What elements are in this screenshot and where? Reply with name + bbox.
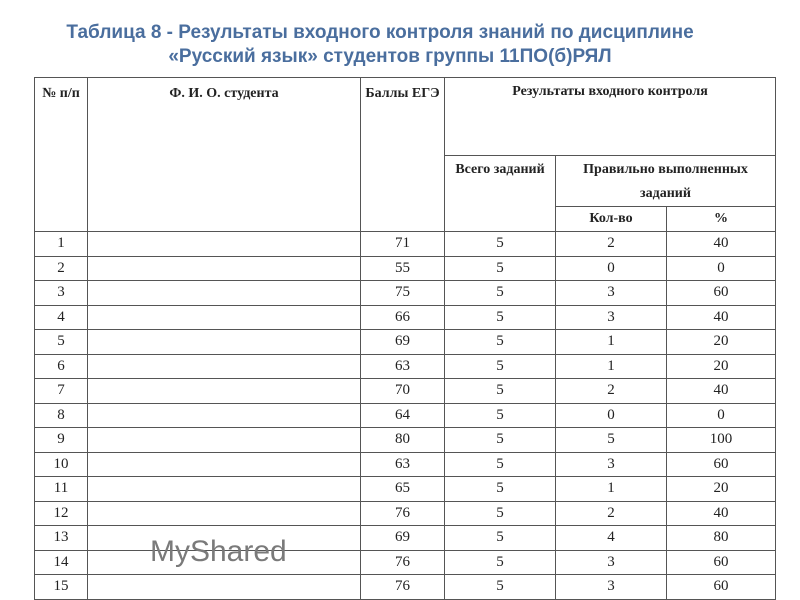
row-ege: 76: [361, 501, 445, 526]
table-row: [35, 281, 776, 306]
row-ege: 66: [361, 305, 445, 330]
row-num: 15: [35, 575, 88, 600]
row-num: 13: [35, 526, 88, 551]
row-count: 1: [556, 477, 667, 502]
row-ege: 70: [361, 379, 445, 404]
table-row: [35, 575, 776, 600]
row-count: 0: [556, 256, 667, 281]
row-total: 5: [445, 330, 556, 355]
row-ege: 63: [361, 452, 445, 477]
table-row: [35, 305, 776, 330]
header-name: Ф. И. О. студента: [88, 78, 361, 232]
row-ege: 76: [361, 575, 445, 600]
row-count: 2: [556, 232, 667, 257]
row-num: 9: [35, 428, 88, 453]
table-row: [35, 330, 776, 355]
row-percent: 20: [667, 330, 776, 355]
row-percent: 60: [667, 575, 776, 600]
header-percent: %: [667, 207, 776, 232]
row-percent: 40: [667, 379, 776, 404]
row-ege: 55: [361, 256, 445, 281]
table-row: [35, 526, 776, 551]
row-num: 3: [35, 281, 88, 306]
table-row: [35, 452, 776, 477]
row-count: 0: [556, 403, 667, 428]
row-total: 5: [445, 550, 556, 575]
row-total: 5: [445, 526, 556, 551]
row-total: 5: [445, 379, 556, 404]
row-name: [88, 403, 361, 428]
row-count: 3: [556, 452, 667, 477]
row-percent: 80: [667, 526, 776, 551]
row-total: 5: [445, 305, 556, 330]
row-num: 1: [35, 232, 88, 257]
row-ege: 76: [361, 550, 445, 575]
header-total: Всего заданий: [445, 156, 556, 232]
table-row: [35, 232, 776, 257]
row-name: [88, 281, 361, 306]
row-total: 5: [445, 452, 556, 477]
table-row: [35, 477, 776, 502]
row-name: [88, 354, 361, 379]
row-ege: 63: [361, 354, 445, 379]
row-num: 7: [35, 379, 88, 404]
row-name: [88, 575, 361, 600]
row-ege: 69: [361, 526, 445, 551]
watermark-logo: MyShared: [150, 535, 287, 568]
row-name: [88, 305, 361, 330]
row-total: 5: [445, 354, 556, 379]
row-num: 12: [35, 501, 88, 526]
row-percent: 60: [667, 550, 776, 575]
row-ege: 71: [361, 232, 445, 257]
row-ege: 65: [361, 477, 445, 502]
row-count: 1: [556, 330, 667, 355]
row-total: 5: [445, 403, 556, 428]
row-total: 5: [445, 256, 556, 281]
row-name: [88, 256, 361, 281]
row-count: 3: [556, 550, 667, 575]
row-count: 4: [556, 526, 667, 551]
header-ege: Баллы ЕГЭ: [361, 78, 445, 232]
row-num: 11: [35, 477, 88, 502]
table-row: [35, 501, 776, 526]
row-name: [88, 379, 361, 404]
row-count: 3: [556, 305, 667, 330]
row-name: [88, 477, 361, 502]
row-percent: 60: [667, 281, 776, 306]
row-name: [88, 428, 361, 453]
row-num: 14: [35, 550, 88, 575]
row-num: 6: [35, 354, 88, 379]
row-ege: 69: [361, 330, 445, 355]
row-percent: 40: [667, 232, 776, 257]
row-total: 5: [445, 428, 556, 453]
row-percent: 20: [667, 354, 776, 379]
table-row: [35, 428, 776, 453]
row-percent: 40: [667, 501, 776, 526]
header-num: № п/п: [35, 78, 88, 232]
row-num: 5: [35, 330, 88, 355]
header-correct: Правильно выполненных заданий: [556, 156, 776, 207]
table-row: [35, 379, 776, 404]
row-total: 5: [445, 281, 556, 306]
row-total: 5: [445, 501, 556, 526]
row-count: 2: [556, 501, 667, 526]
row-count: 3: [556, 575, 667, 600]
row-num: 4: [35, 305, 88, 330]
header-results: Результаты входного контроля: [445, 78, 776, 156]
row-total: 5: [445, 232, 556, 257]
row-total: 5: [445, 575, 556, 600]
row-name: [88, 232, 361, 257]
results-table: [34, 77, 776, 600]
row-count: 3: [556, 281, 667, 306]
row-percent: 20: [667, 477, 776, 502]
row-ege: 64: [361, 403, 445, 428]
row-percent: 100: [667, 428, 776, 453]
header-count: Кол-во: [556, 207, 667, 232]
row-count: 5: [556, 428, 667, 453]
row-percent: 40: [667, 305, 776, 330]
table-row: [35, 550, 776, 575]
table-row: [35, 256, 776, 281]
row-num: 2: [35, 256, 88, 281]
row-percent: 0: [667, 403, 776, 428]
row-ege: 75: [361, 281, 445, 306]
row-name: [88, 330, 361, 355]
row-count: 2: [556, 379, 667, 404]
table-title-line1: Таблица 8 - Результаты входного контроля знаний по дисциплине: [66, 22, 694, 43]
row-percent: 60: [667, 452, 776, 477]
table-row: [35, 403, 776, 428]
row-num: 10: [35, 452, 88, 477]
row-name: [88, 501, 361, 526]
table-title-line2: «Русский язык» студентов группы 11ПО(б)РЯЛ: [168, 46, 612, 67]
row-count: 1: [556, 354, 667, 379]
row-name: [88, 452, 361, 477]
row-percent: 0: [667, 256, 776, 281]
row-total: 5: [445, 477, 556, 502]
table-row: [35, 354, 776, 379]
row-num: 8: [35, 403, 88, 428]
row-ege: 80: [361, 428, 445, 453]
